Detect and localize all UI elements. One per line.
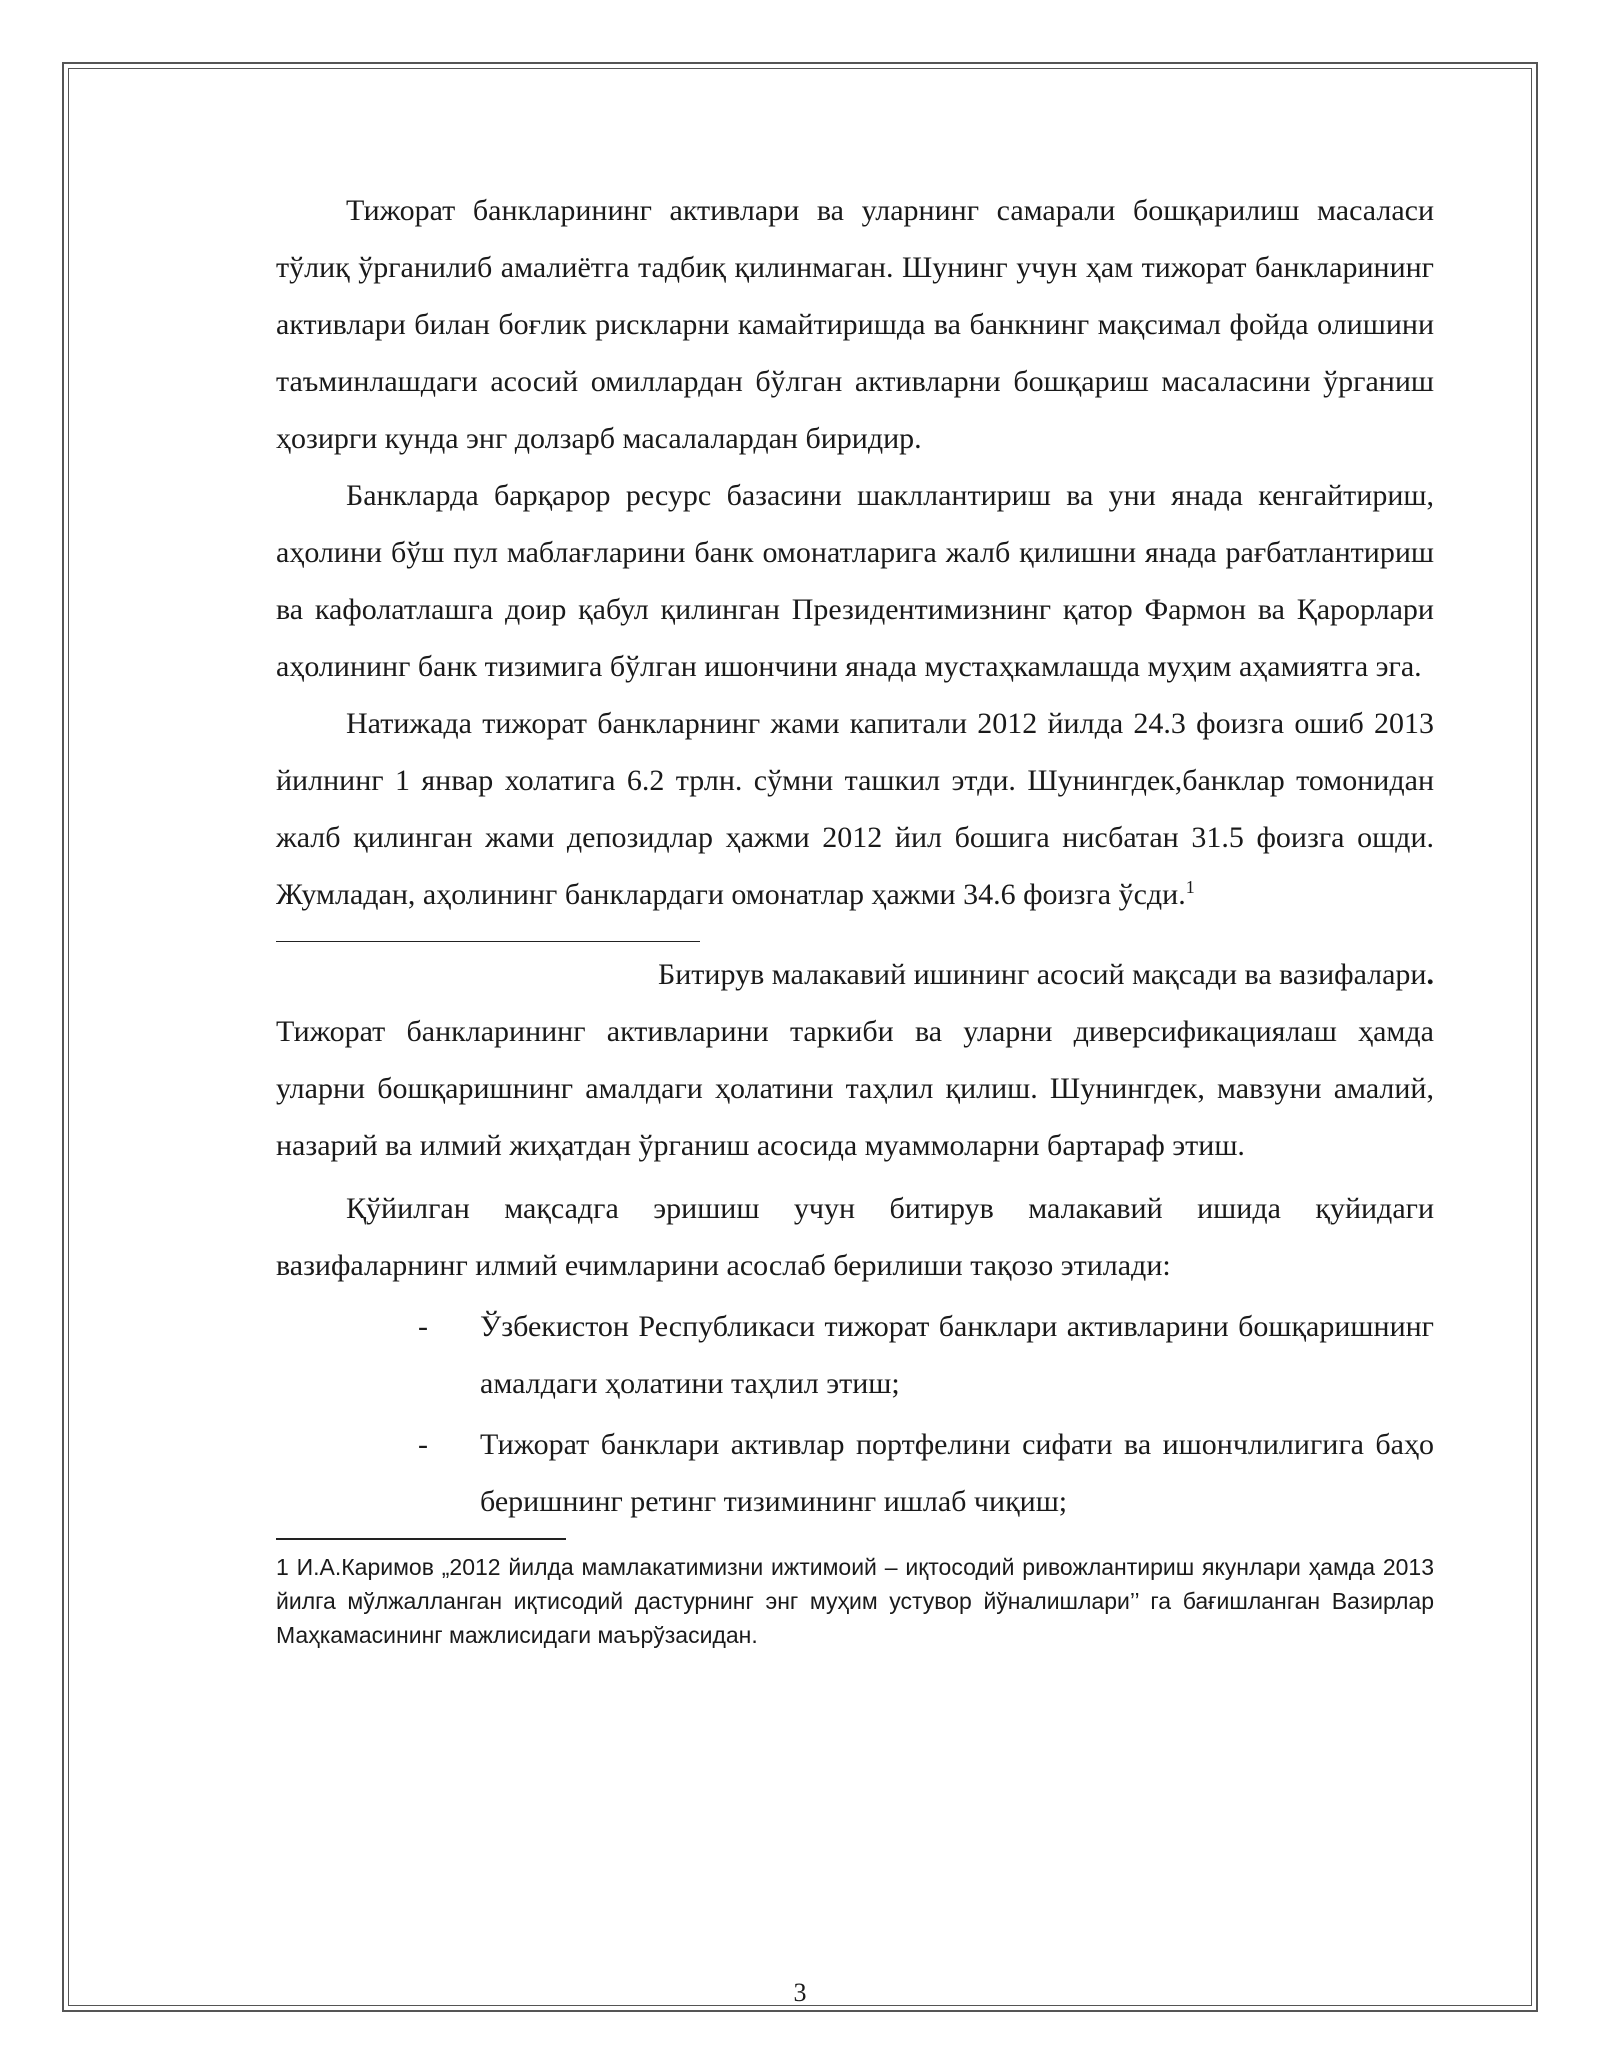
page-number: 3 (793, 1978, 807, 2007)
list-dash: - (418, 1310, 428, 1343)
goals-heading-period: . (1426, 958, 1434, 991)
paragraph-intro: Тижорат банкларининг активлари ва уларнинг самарали бошқарилиш масаласи тўлиқ ўрганилиб амалиётга тадбиқ қилинмаган. Шунинг учун ҳам тижорат банкларининг активлари билан боғлик рискларни камайтиришда ва банкнинг мақсимал фойда олишини таъминлашдаги асосий омиллардан бўлган активларни бошқариш масаласини ўрганиш ҳозирги кунда энг долзарб масалалардан биридир. (276, 194, 1434, 455)
footnote (276, 1550, 1434, 1652)
paragraph-goals: Тижорат банкларининг активларини таркиби ва уларни диверсификациялаш ҳамда уларни бошқаришнинг амалдаги ҳолатини таҳлил қилиш. Шунингдек, мавзуни амалий, назарий ва илмий жиҳатдан ўрганиш асосида муаммоларни бартараф этиш. (276, 1015, 1434, 1162)
task-list (276, 1298, 1434, 1530)
paragraph-results-text: Натижада тижорат банкларнинг жами капитали 2012 йилда 24.3 фоизга ошиб 2013 йилнинг 1 январ холатига 6.2 трлн. сўмни ташкил этди. Шунингдек,банклар томонидан жалб қилинган жами депозидлар ҳажми 2012 йил бошига нисбатан 31.5 фоизга ошди. Жумладан, аҳолининг банклардаги омонатлар ҳажми 34.6 фоизга ўсди. (276, 707, 1434, 911)
goals-heading (276, 946, 1434, 1003)
goals-heading-text: Битирув малакавий ишининг асосий мақсади ва вазифалари (658, 958, 1427, 991)
paragraph-resource-base: Банкларда барқарор ресурс базасини шакллантириш ва уни янада кенгайтириш, аҳолини бўш пул маблағларини банк омонатларига жалб қилишни янада рағбатлантириш ва кафолатлашга доир қабул қилинган Президентимизнинг қатор Фармон ва Қарорлари аҳолининг банк тизимига бўлган ишончини янада мустаҳкамлашда муҳим аҳамиятга эга. (276, 479, 1434, 683)
footnote-text: И.А.Каримов „2012 йилда мамлакатимизни ижтимоий – иқтосодий ривожлантириш якунлари ҳамда 2013 йилга мўлжалланган иқтисодий дастурнинг энг муҳим устувор йўналишлари’’ га бағишланган Вазирлар Маҳкамасининг мажлисидаги маърўзасидан. (276, 1554, 1434, 1648)
list-item (276, 1298, 1434, 1412)
list-item-text: Ўзбекистон Республикаси тижорат банклари активларини бошқаришнинг амалдаги ҳолатини таҳлил этиш; (480, 1310, 1434, 1400)
section-separator (276, 941, 700, 942)
paragraph-results (276, 695, 1434, 923)
list-dash: - (418, 1428, 428, 1461)
footnote-reference[interactable]: 1 (1185, 877, 1195, 897)
list-item-text: Тижорат банклари активлар портфелини сифати ва ишончлилигига баҳо беришнинг ретинг тизимининг ишлаб чиқиш; (480, 1428, 1434, 1518)
footnote-number: 1 (276, 1554, 289, 1580)
footnote-separator (276, 1538, 566, 1540)
list-item (276, 1416, 1434, 1530)
paragraph-tasks-intro: Қўйилган мақсадга эришиш учун битирув малакавий ишида қуйидаги вазифаларнинг илмий ечимларини асослаб берилиши тақозо этилади: (276, 1192, 1434, 1282)
page-content (276, 182, 1434, 1652)
